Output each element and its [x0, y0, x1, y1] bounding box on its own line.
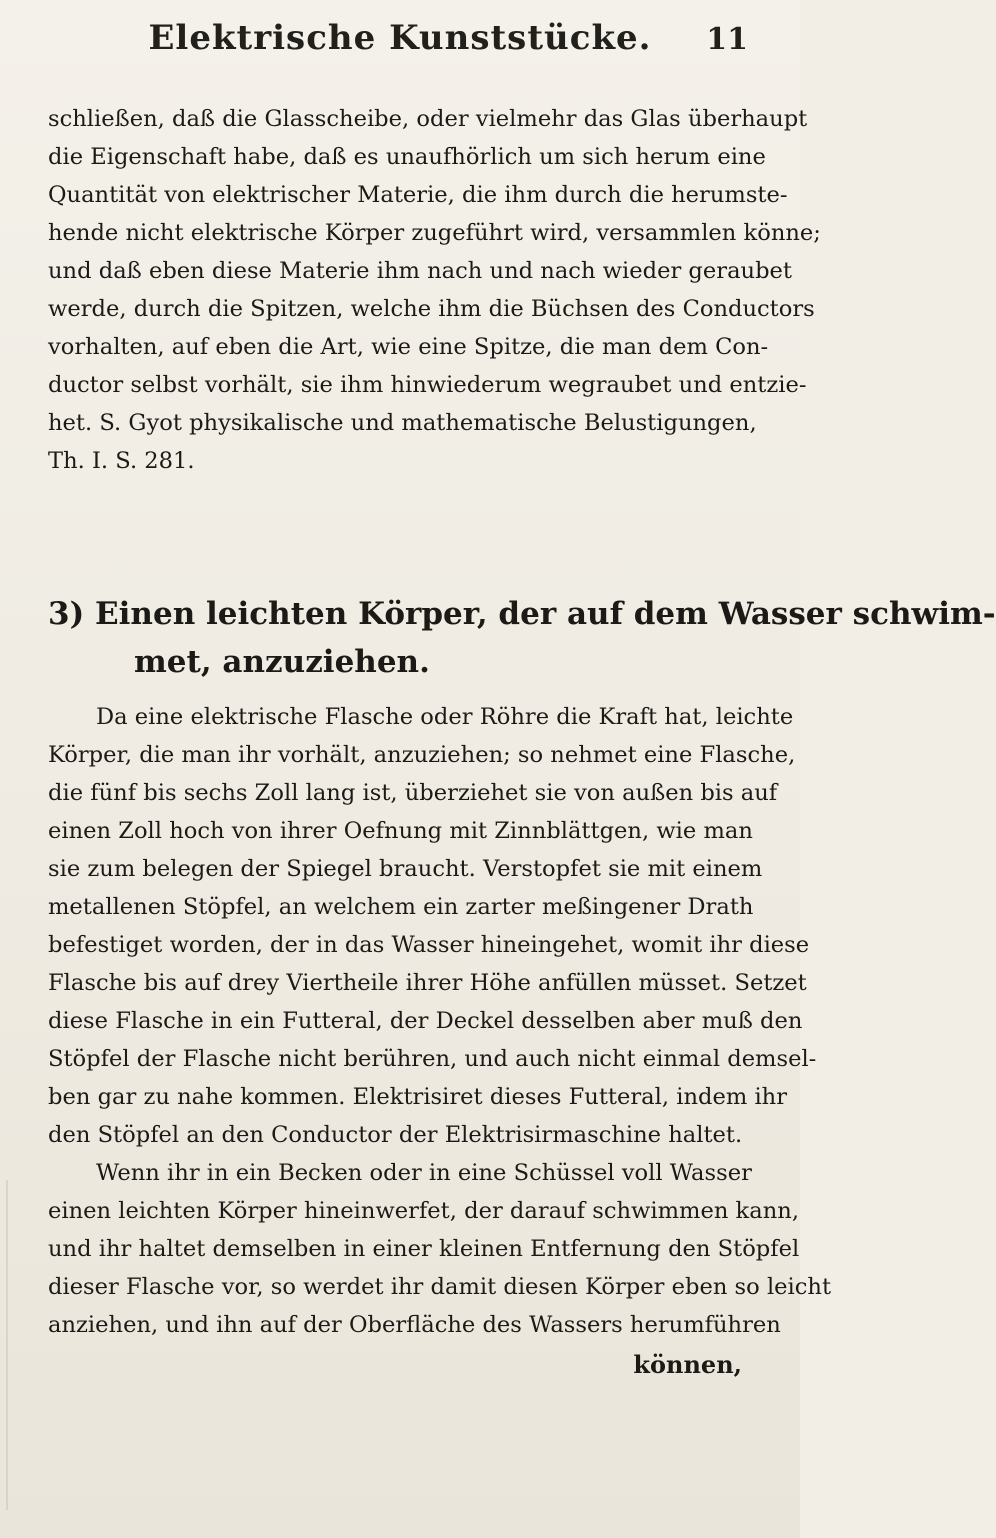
- text-line: einen leichten Körper hineinwerfet, der darauf schwimmen kann,: [48, 1198, 799, 1224]
- text-line: schließen, daß die Glasscheibe, oder vielmehr das Glas überhaupt: [48, 106, 808, 132]
- text-line: Th. I. S. 281.: [48, 448, 195, 474]
- text-line: hende nicht elektrische Körper zugeführt wird, versammlen könne;: [48, 220, 821, 246]
- text-line: metallenen Stöpfel, an welchem ein zarter meßingener Drath: [48, 894, 754, 920]
- section-body: [48, 698, 832, 1344]
- paragraph-continued: [48, 100, 821, 480]
- page-header: [0, 14, 800, 74]
- text-line: Wenn ihr in ein Becken oder in eine Schüssel voll Wasser: [96, 1160, 752, 1186]
- section-heading-line-2: met, anzuziehen.: [134, 644, 430, 680]
- text-line: ben gar zu nahe kommen. Elektrisiret dieses Futteral, indem ihr: [48, 1084, 788, 1110]
- section-heading-line-1: 3) Einen leichten Körper, der auf dem Wasser schwim-: [48, 596, 996, 632]
- text-line: Flasche bis auf drey Viertheile ihrer Höhe anfüllen müsset. Setzet: [48, 970, 807, 996]
- text-line: vorhalten, auf eben die Art, wie eine Spitze, die man dem Con-: [48, 334, 769, 360]
- catchword: können,: [633, 1350, 742, 1379]
- text-line: und ihr haltet demselben in einer kleinen Entfernung den Stöpfel: [48, 1236, 800, 1262]
- text-line: Quantität von elektrischer Materie, die ihm durch die herumste-: [48, 182, 788, 208]
- page-edge-shadow: [6, 1180, 8, 1510]
- text-line: den Stöpfel an den Conductor der Elektrisirmaschine haltet.: [48, 1122, 743, 1148]
- text-line: einen Zoll hoch von ihrer Oefnung mit Zinnblättgen, wie man: [48, 818, 753, 844]
- text-line: het. S. Gyot physikalische und mathematische Belustigungen,: [48, 410, 757, 436]
- text-line: ductor selbst vorhält, sie ihm hinwiederum wegraubet und entzie-: [48, 372, 807, 398]
- text-line: Stöpfel der Flasche nicht berühren, und auch nicht einmal demsel-: [48, 1046, 817, 1072]
- text-line: die fünf bis sechs Zoll lang ist, überziehet sie von außen bis auf: [48, 780, 778, 806]
- page-number: 11: [706, 22, 748, 57]
- text-line: Da eine elektrische Flasche oder Röhre die Kraft hat, leichte: [96, 704, 794, 730]
- text-line: sie zum belegen der Spiegel braucht. Verstopfet sie mit einem: [48, 856, 763, 882]
- text-line: und daß eben diese Materie ihm nach und nach wieder geraubet: [48, 258, 793, 284]
- text-line: werde, durch die Spitzen, welche ihm die Büchsen des Conductors: [48, 296, 815, 322]
- section-heading: [48, 590, 996, 686]
- running-title: Elektrische Kunststücke.: [148, 18, 652, 58]
- text-line: befestiget worden, der in das Wasser hineingehet, womit ihr diese: [48, 932, 810, 958]
- text-line: anziehen, und ihn auf der Oberfläche des Wassers herumführen: [48, 1312, 781, 1338]
- text-line: diese Flasche in ein Futteral, der Deckel desselben aber muß den: [48, 1008, 803, 1034]
- text-line: Körper, die man ihr vorhält, anzuziehen; so nehmet eine Flasche,: [48, 742, 796, 768]
- text-line: die Eigenschaft habe, daß es unaufhörlich um sich herum eine: [48, 144, 766, 170]
- text-line: dieser Flasche vor, so werdet ihr damit diesen Körper eben so leicht: [48, 1274, 832, 1300]
